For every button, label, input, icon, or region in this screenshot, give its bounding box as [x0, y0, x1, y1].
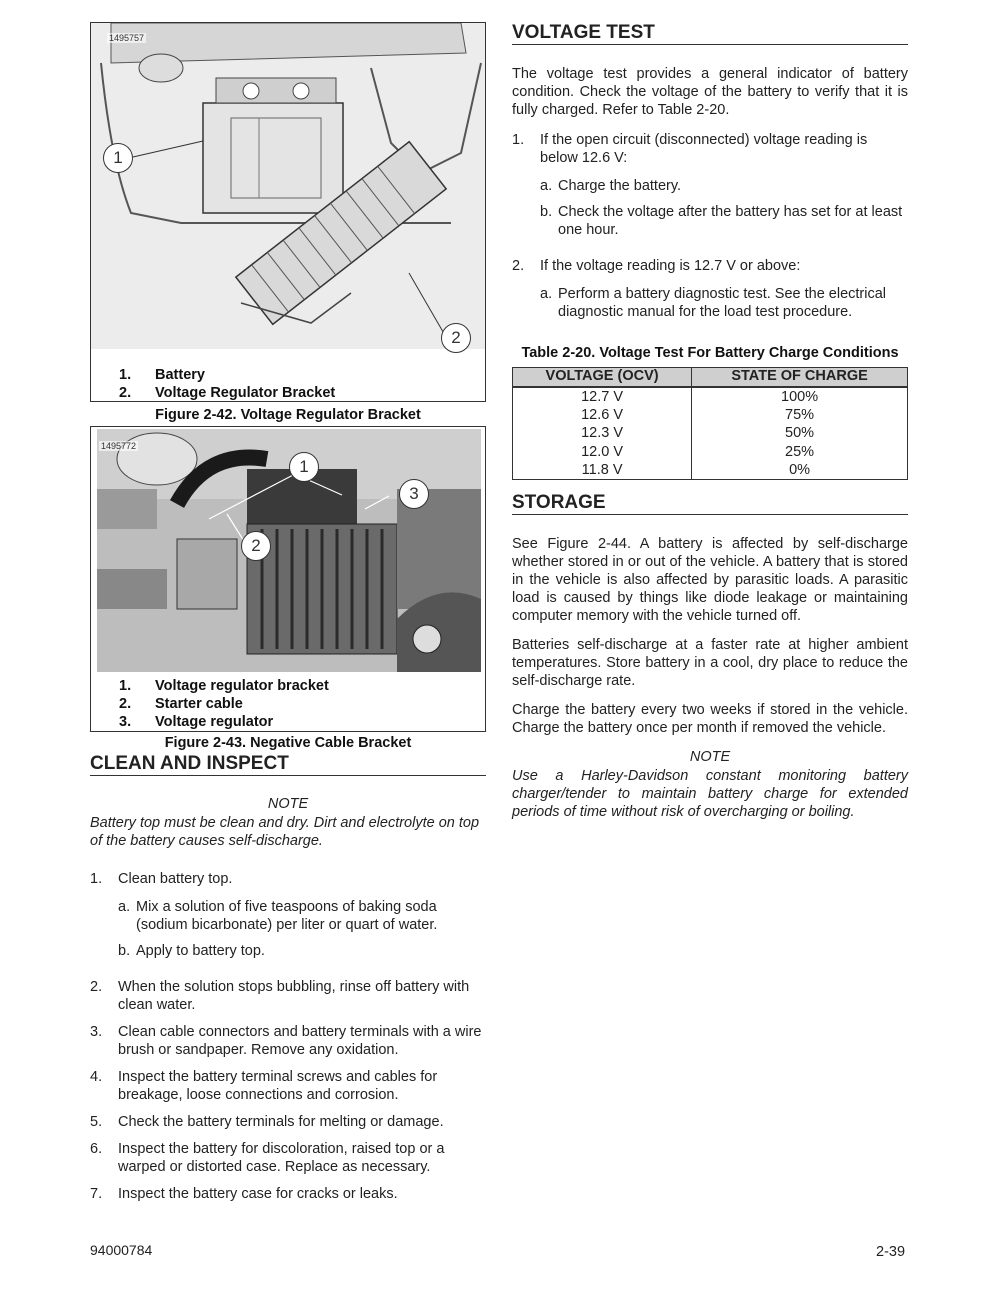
column-header: STATE OF CHARGE [692, 368, 908, 387]
sub-list-item: a. Mix a solution of five teaspoons of baking soda (sodium bicarbonate) per liter or quart of water. [118, 899, 438, 933]
storage-paragraph: Batteries self-discharge at a faster rate at higher ambient temperatures. Store battery in a cool, dry place to reduce the self-discharge rate. [512, 637, 908, 689]
figure-caption: Figure 2-43. Negative Cable Bracket [164, 735, 412, 751]
sub-list-item: a. Perform a battery diagnostic test. See the electrical diagnostic manual for the load test procedure. [540, 286, 887, 320]
callout-2: 2 [241, 531, 271, 561]
list-item: 1. Clean battery top. a. Mix a solution of five teaspoons of baking soda (sodium bicarbonate) per liter or quart of water. b. Apply to battery top. [90, 870, 486, 960]
sub-list-item: a. Charge the battery. [540, 178, 682, 194]
legend-item: 1. Battery [119, 367, 205, 383]
figure-caption: Figure 2-42. Voltage Regulator Bracket [155, 407, 421, 423]
voltage-table [512, 367, 908, 480]
figure-image-id: 1495772 [101, 441, 137, 451]
storage-paragraph: Charge the battery every two weeks if stored in the vehicle. Charge the battery once per month if removed the vehicle. [512, 702, 908, 736]
sub-list-item: b. Apply to battery top. [118, 943, 265, 959]
note-text: Battery top must be clean and dry. Dirt and electrolyte on top of the battery causes self-discharge. [90, 815, 480, 849]
battery-photo [91, 23, 485, 349]
legend-item: 1. Voltage regulator bracket [119, 678, 329, 694]
section-heading-storage: STORAGE [512, 492, 908, 515]
callout-2: 2 [441, 323, 471, 353]
table-row: 12.0 V 25% [513, 443, 908, 462]
list-item: 7. Inspect the battery case for cracks or leaks. [90, 1186, 398, 1202]
table-caption: Table 2-20. Voltage Test For Battery Charge Conditions [521, 345, 899, 361]
table-row: 12.3 V 50% [513, 424, 908, 443]
figure-2-42 [90, 22, 486, 423]
column-header: VOLTAGE (OCV) [513, 368, 692, 387]
note-label: NOTE [689, 749, 731, 765]
callout-3: 3 [399, 479, 429, 509]
voltage-test-steps [512, 131, 908, 321]
right-column [512, 22, 908, 821]
table-row: 12.7 V 100% [513, 387, 908, 406]
table-row: 12.6 V 75% [513, 406, 908, 425]
voltage-test-intro: The voltage test provides a general indicator of battery condition. Check the voltage of the battery to verify that it is fully charged. Refer to Table 2-20. [512, 66, 908, 118]
list-item: 2. When the solution stops bubbling, rinse off battery with clean water. [90, 979, 470, 1013]
figure-legend [119, 677, 329, 731]
note-label: NOTE [267, 796, 309, 812]
table-header-row [513, 368, 908, 387]
sub-list-item: b. Check the voltage after the battery has set for at least one hour. [540, 204, 903, 238]
figure-image-id: 1495757 [109, 33, 145, 43]
callout-1: 1 [289, 452, 319, 482]
section-heading-voltage-test: VOLTAGE TEST [512, 22, 908, 45]
section-heading-clean-inspect: CLEAN AND INSPECT [90, 753, 486, 776]
list-item: 6. Inspect the battery for discoloration, raised top or a warped or distorted case. Replace as necessary. [90, 1141, 445, 1175]
left-column [90, 22, 486, 1203]
note-text: Use a Harley-Davidson constant monitoring battery charger/tender to maintain battery charge for extended periods of time without risk of overcharging or boiling. [512, 768, 908, 820]
legend-item: 2. Voltage Regulator Bracket [119, 385, 336, 401]
table-row: 11.8 V 0% [513, 461, 908, 480]
figure-legend [119, 366, 335, 402]
clean-inspect-steps [90, 870, 486, 1203]
list-item: 3. Clean cable connectors and battery terminals with a wire brush or sandpaper. Remove any oxidation. [90, 1024, 482, 1058]
callout-1: 1 [103, 143, 133, 173]
legend-item: 2. Starter cable [119, 696, 243, 712]
figure-2-43 [90, 426, 486, 732]
list-item: 2. If the voltage reading is 12.7 V or above: a. Perform a battery diagnostic test. See the electrical diagnostic manual for the load test procedure. [512, 257, 908, 321]
list-item: 1. If the open circuit (disconnected) voltage reading is below 12.6 V: a. Charge the battery. b. Check the voltage after the battery has set for at least one hour. [512, 131, 908, 239]
page-number: 2-39 [876, 1244, 906, 1260]
legend-item: 3. Voltage regulator [119, 714, 274, 730]
storage-paragraph: See Figure 2-44. A battery is affected by self-discharge whether stored in or out of the vehicle. A battery that is stored in the vehicle is also affected by parasitic loads. A parasitic load is caused by things like diode leakage or maintaining computer memory with the vehicle turned off. [512, 536, 908, 624]
document-number: 94000784 [90, 1242, 153, 1258]
list-item: 4. Inspect the battery terminal screws and cables for breakage, loose connections and corrosion. [90, 1069, 438, 1103]
list-item: 5. Check the battery terminals for melting or damage. [90, 1114, 444, 1130]
